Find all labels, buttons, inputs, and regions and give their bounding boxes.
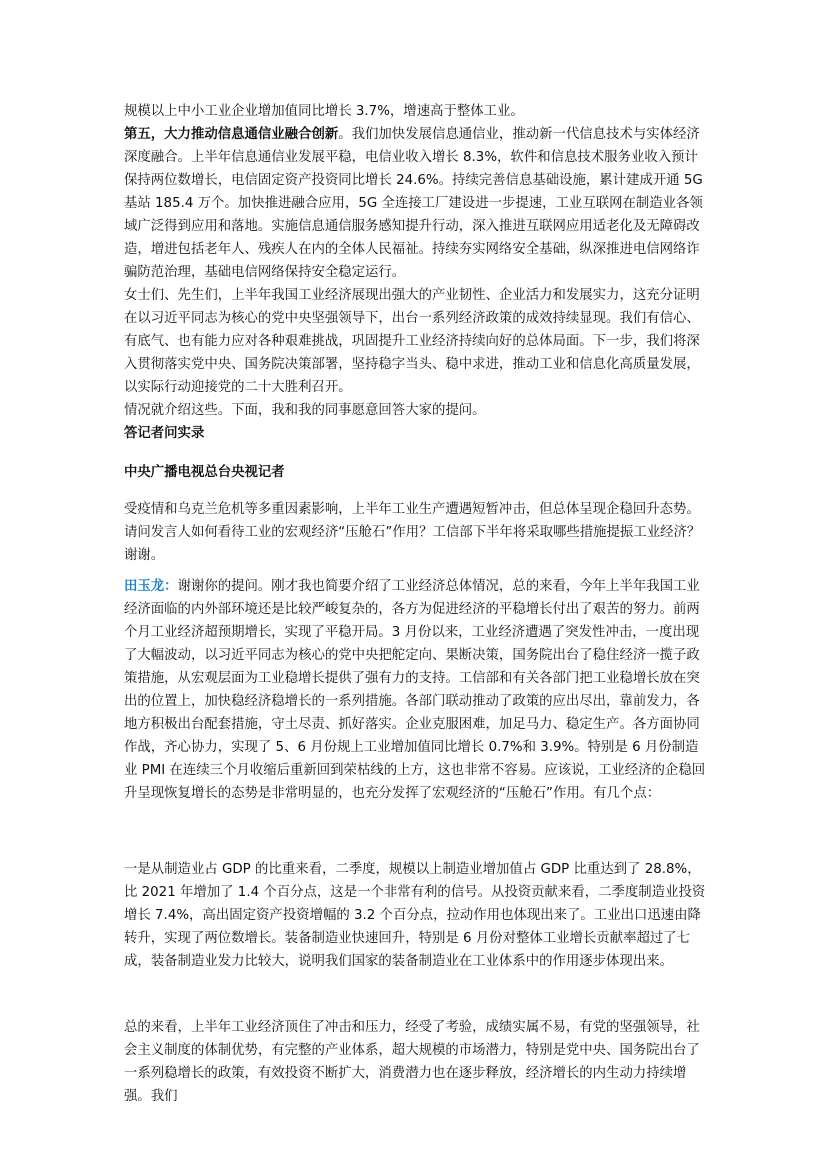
answer-text	[124, 575, 706, 805]
ict-body: 。我们加快发展信息通信业，推动新一代信息技术与实体经济深度融合。上半年信息通信业发展平稳，电信业收入增长 8.3%，软件和信息技术服务业收入预计保持两位数增长，电信固定资产投资同比增长 24.6%。持续完善信息基础设施，累计建成开通 5G 基站 185.4 万个。加快推进融合应用，5G 全连接工厂建设进一步提速，工业互联网在制造业各领域广泛得到应用和落地。实施信息通信服务感知提升行动，深入推进互联网应用适老化及无障碍改造，增进包括老年人、残疾人在内的全体人民福祉。持续夯实网络安全基础，纵深推进电信网络诈骗防范治理，基础电信网络保持安全稳定运行。	[124, 127, 708, 280]
paragraph-sme-growth: 规模以上中小工业企业增加值同比增长 3.7%，增速高于整体工业。	[124, 104, 524, 119]
answer-block	[124, 575, 706, 805]
intro-section	[124, 100, 706, 445]
reporter-name: 中央广播电视总台央视记者	[124, 465, 285, 480]
question-text: 受疫情和乌克兰危机等多重因素影响，上半年工业生产遭遇短暂冲击，但总体呈现企稳回升态势。请问发言人如何看待工业的宏观经济“压舱石”作用？工信部下半年将采取哪些措施提振工业经济？	[124, 502, 701, 540]
section-heading: 答记者问实录	[124, 426, 205, 441]
point-one-block	[124, 858, 706, 973]
reporter-block	[124, 461, 706, 484]
question-end: 谢谢。	[124, 548, 165, 563]
paragraph-closing: 情况就介绍这些。下面，我和我的同事愿意回答大家的提问。	[124, 403, 486, 418]
question-block	[124, 498, 706, 567]
summary-block	[124, 1016, 706, 1108]
summary-text: 总的来看，上半年工业经济顶住了冲击和压力，经受了考验，成绩实属不易，有党的坚强领导，社会主义制度的体制优势，有完整的产业体系，超大规模的市场潜力，特别是党中央、国务院出台了一系列稳增长的政策，有效投资不断扩大，消费潜力也在逐步释放，经济增长的内生动力持续增强。我们	[124, 1020, 700, 1104]
paragraph-ict	[124, 123, 706, 284]
paragraph-summary-remarks: 女士们、先生们，上半年我国工业经济展现出强大的产业韧性、企业活力和发展实力，这充分证明在以习近平同志为核心的党中央坚强领导下，出台一系列经济政策的成效持续显现。我们有信心、有底气、也有能力应对各种艰难挑战，巩固提升工业经济持续向好的总体局面。下一步，我们将深入贯彻落实党中央、国务院决策部署，坚持稳字当头、稳中求进，推动工业和信息化高质量发展，以实际行动迎接党的二十大胜利召开。	[124, 288, 700, 395]
ict-heading: 第五，大力推动信息通信业融合创新	[124, 127, 339, 142]
answer-body: 谢谢你的提问。刚才我也简要介绍了工业经济总体情况，总的来看，今年上半年我国工业经济面临的内外部环境还是比较严峻复杂的，各方为促进经济的平稳增长付出了艰苦的努力。前两个月工业经济超预期增长，实现了平稳开局。3 月份以来，工业经济遭遇了突发性冲击，一度出现了大幅波动，以习近平同志为核心的党中央把舵定向、果断决策，国务院出台了稳住经济一揽子政策措施，从宏观层面为工业稳增长提供了强有力的支持。工信部和有关各部门把工业稳增长放在突出的位置上，加快稳经济稳增长的一系列措施。各部门联动推动了政策的应出尽出，靠前发力，各地方积极出台配套措施，守土尽责、抓好落实。企业克服困难，加足马力、稳定生产。各方面协同作战，齐心协力，实现了 5、6 月份规上工业增加值同比增长 0.7%和 3.9%。特别是 6 月份制造业 PMI 在连续三个月收缩后重新回到荣枯线的上方，这也非常不容易。应该说，工业经济的企稳回升呈现恢复增长的态势是非常明显的，也充分发挥了宏观经济的“压舱石”作用。有几个点：	[124, 579, 706, 801]
speaker-name: 田玉龙：	[124, 579, 178, 594]
point-one-text: 一是从制造业占 GDP 的比重来看，二季度，规模以上制造业增加值占 GDP 比重达到了 28.8%，比 2021 年增加了 1.4 个百分点，这是一个非常有利的信号。从投资贡献来看，二季度制造业投资增长 7.4%，高出固定资产投资增幅的 3.2 个百分点，拉动作用也体现出来了。工业出口迅速由降转升，实现了两位数增长。装备制造业快速回升，特别是 6 月份对整体工业增长贡献率超过了七成，装备制造业发力比较大，说明我们国家的装备制造业在工业体系中的作用逐步体现出来。	[124, 862, 706, 969]
